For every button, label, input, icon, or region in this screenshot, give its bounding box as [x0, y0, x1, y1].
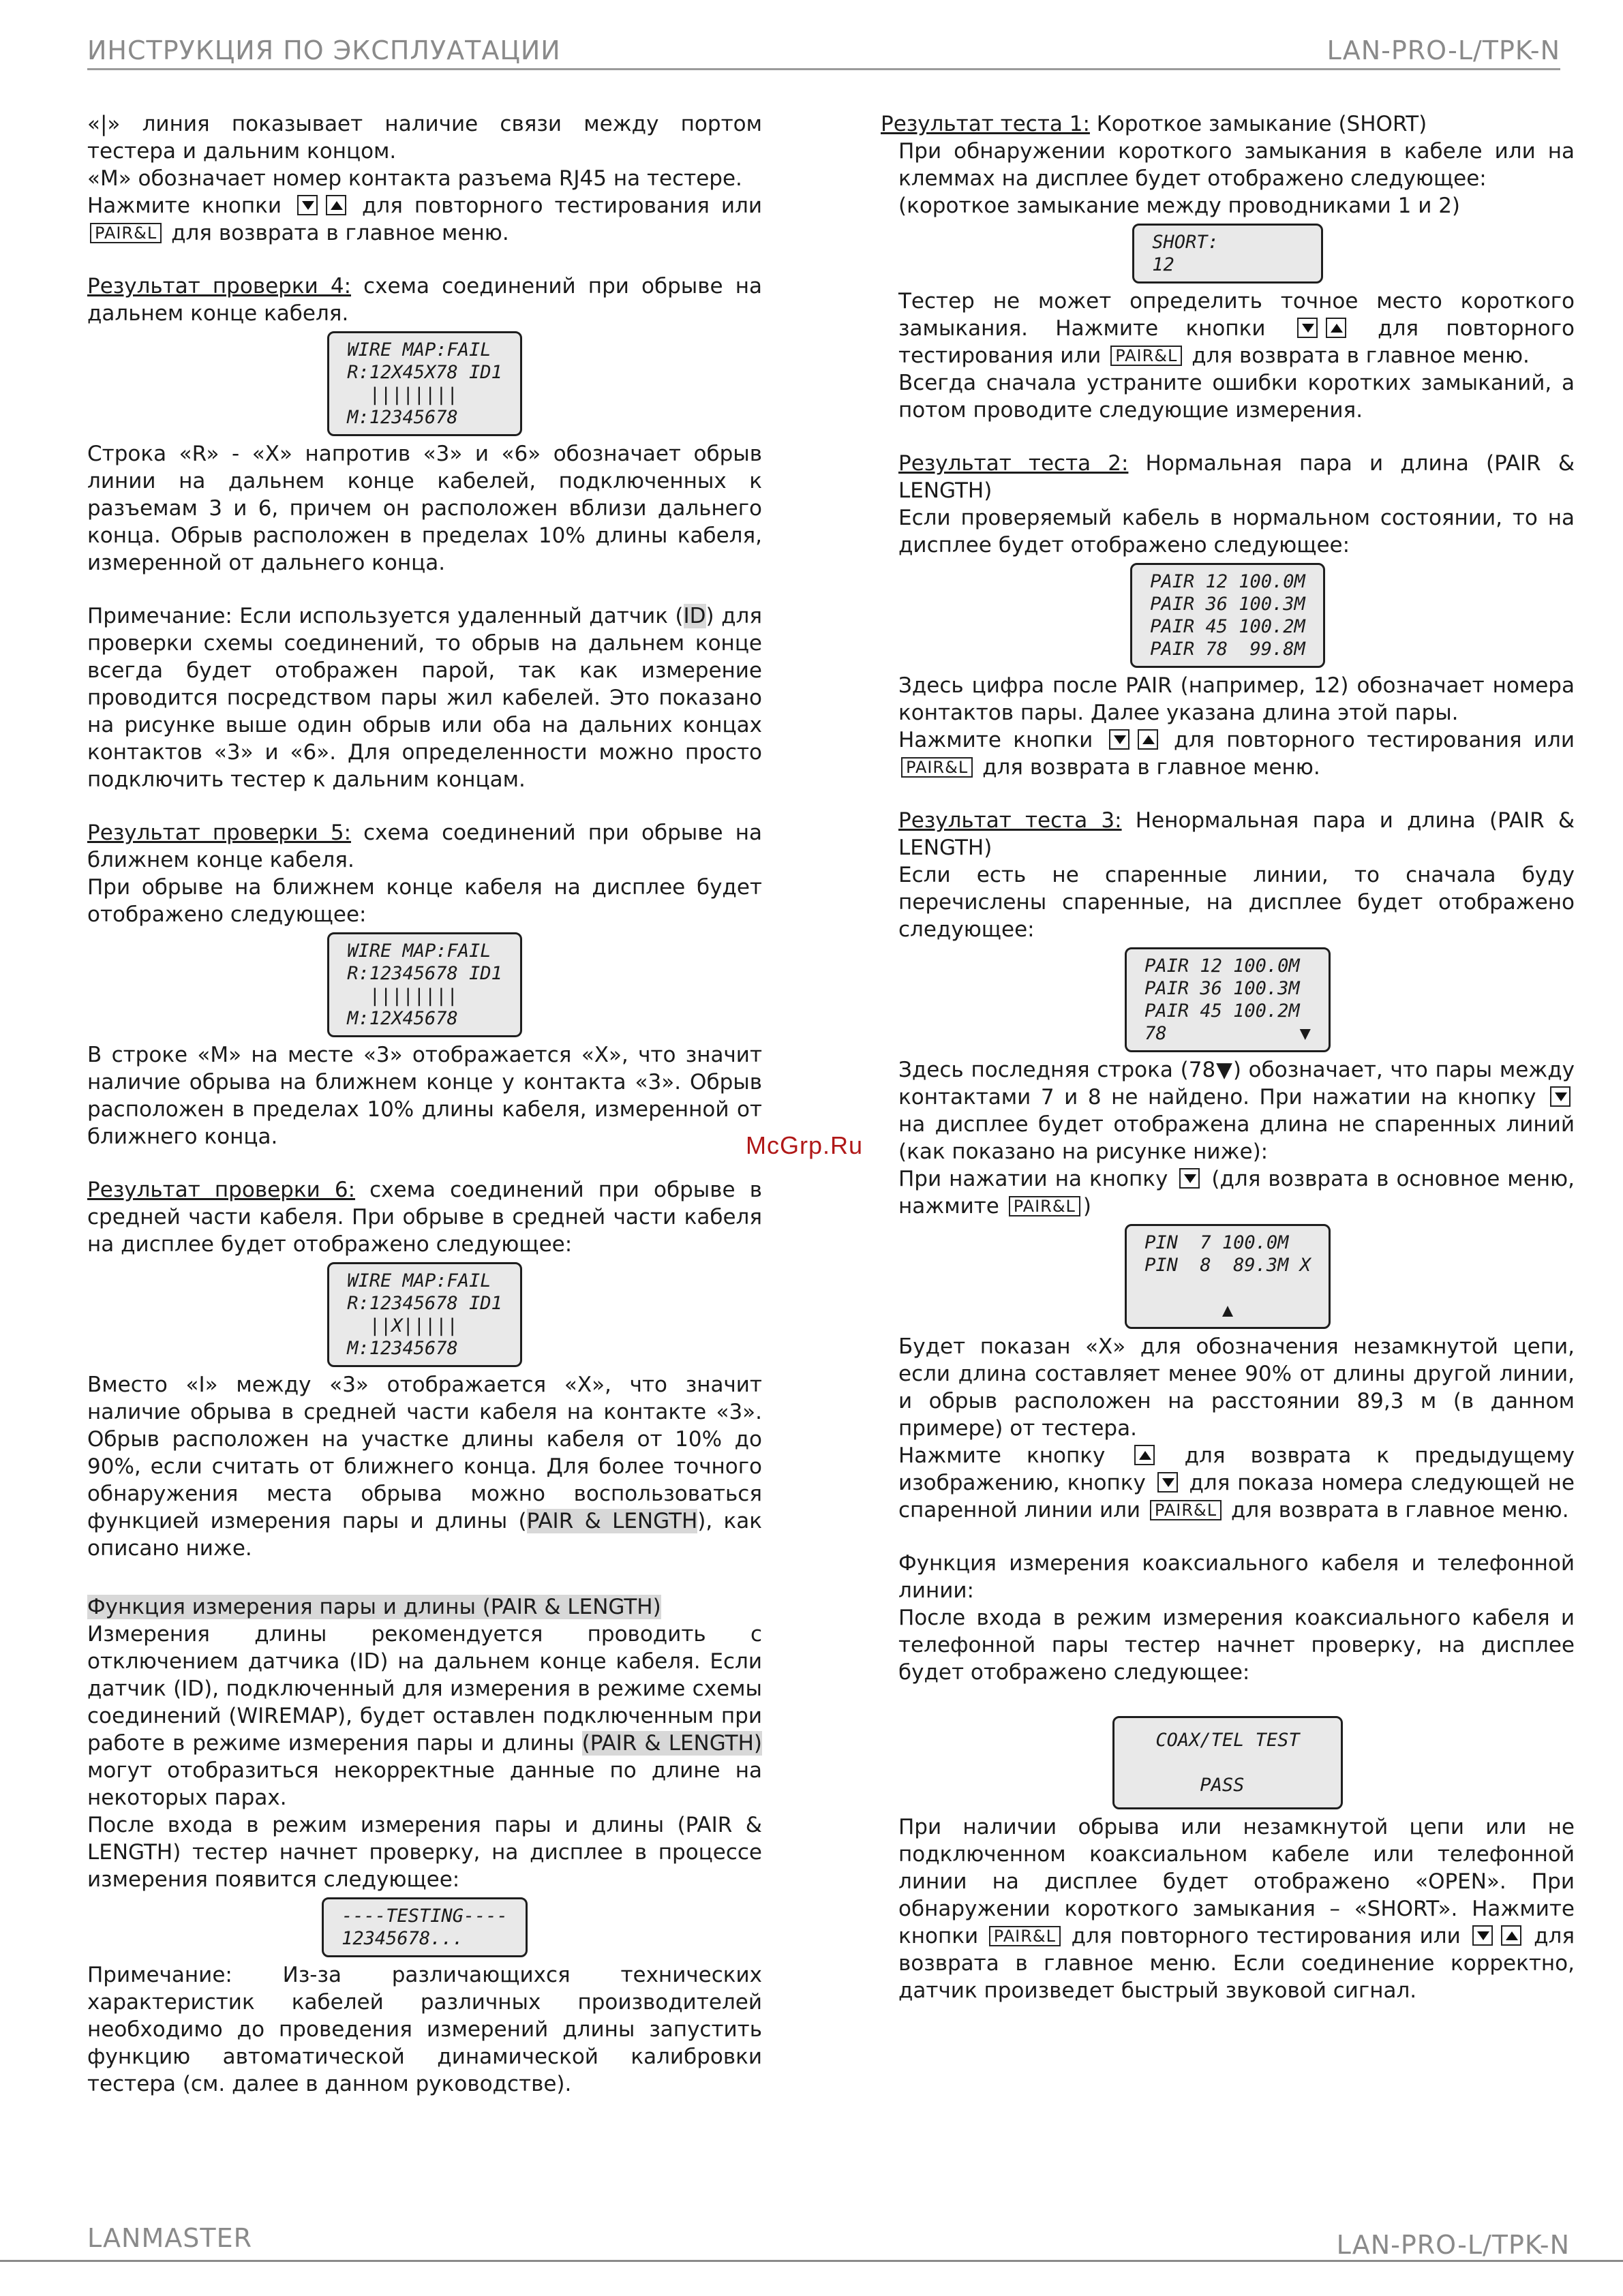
- func-desc-1: [87, 1621, 762, 1811]
- header-title: ИНСТРУКЦИЯ ПО ЭКСПЛУАТАЦИИ: [87, 35, 561, 65]
- coax-desc: После входа в режим измерения коаксиального кабеля и телефонной пары тестер начнет проверку, на дисплее будет отображено следующее:: [898, 1606, 1575, 1685]
- test-3-text: При нажатии на кнопку: [898, 1167, 1168, 1191]
- result-4-text: схема соединений при обрыве на дальнем конце кабеля.: [87, 274, 762, 326]
- test-1-title: Результат теста 1:: [881, 112, 1090, 136]
- func-desc-2: После входа в режим измерения пары и длины (PAIR & LENGTH) тестер начнет проверку, на дисплее в процессе измерения появится следующее:: [87, 1813, 762, 1892]
- test-3-text: на дисплее будет отображена длина не спаренных линий (как показано на рисунке ниже):: [898, 1112, 1575, 1164]
- intro-text: для возврата в главное меню.: [171, 221, 509, 245]
- up-key-icon: [326, 195, 346, 215]
- test-3-text: Здесь последняя строка (78▼) обозначает, что пары между контактами 7 и 8 не найдено. При нажатии на кнопку: [898, 1058, 1575, 1109]
- intro-line-1: «|» линия показывает наличие связи между портом тестера и дальним концом.: [87, 112, 762, 164]
- up-key-icon: [1501, 1925, 1521, 1946]
- intro-line-3: [87, 192, 762, 247]
- right-column: [881, 110, 1575, 2004]
- pairl-key-icon: PAIR&L: [1110, 346, 1182, 366]
- note-text: Примечание: Если используется удаленный датчик (: [87, 604, 684, 628]
- result-6: [87, 1176, 762, 1258]
- result-6-text: схема соединений при обрыве в средней части кабеля. При обрыве в средней части кабеля на дисплее будет отображено следующее:: [87, 1178, 762, 1257]
- result-6-desc: [87, 1371, 762, 1562]
- result-5: [87, 819, 762, 874]
- lcd-coax-test: COAX/TEL TEST PASS: [1112, 1716, 1342, 1809]
- intro-text: Нажмите кнопки: [87, 194, 282, 218]
- test-3-title: Результат теста 3:: [898, 808, 1122, 833]
- test-2: [898, 450, 1575, 504]
- pairl-key-icon: PAIR&L: [989, 1926, 1061, 1946]
- lcd-short: SHORT: 12: [1132, 224, 1323, 284]
- down-key-icon: [1550, 1086, 1571, 1107]
- lcd-pair-normal: PAIR 12 100.0M PAIR 36 100.3M PAIR 45 100.2M PAIR 78 99.8M: [1130, 563, 1325, 668]
- pairl-key-icon: PAIR&L: [1150, 1500, 1222, 1520]
- test-2-text: Нажмите кнопки: [898, 728, 1093, 752]
- note-2: Примечание: Из-за различающихся технических характеристик кабелей различных производителей необходимо до проведения измерений длины запустить функцию автоматической динамической калибровки тестера (см. далее в данном руководстве).: [87, 1963, 762, 2096]
- up-key-icon: [1134, 1445, 1155, 1465]
- test-3-text: Ненормальная пара и длина (PAIR & LENGTH): [898, 808, 1575, 860]
- intro-text: для повторного тестирования или: [361, 194, 762, 218]
- test-3-text: (для возврата в основное меню, нажмите: [898, 1167, 1575, 1219]
- result-5-text: схема соединений при обрыве на ближнем конце кабеля.: [87, 821, 762, 872]
- result-4-desc: Строка «R» - «X» напротив «3» и «6» обозначает обрыв линии на дальнем конце кабелей, подключенных к разъемам 3 и 6, причем он расположен вблизи дальнего конца. Обрыв расположен в пределах 10% длины кабеля, измеренной от дальнего конца.: [87, 442, 762, 575]
- intro-line-2: «M» обозначает номер контакта разъема RJ45 на тестере.: [87, 166, 742, 191]
- pair-length-highlight: PAIR & LENGTH: [526, 1509, 698, 1533]
- header-model: LAN-PRO-L/TPK-N: [1326, 35, 1560, 65]
- result-6-desc-text: ), как описано ниже.: [87, 1509, 762, 1561]
- test-1-paren: (короткое замыкание между проводниками 1 и 2): [898, 194, 1461, 218]
- result-4: [87, 273, 762, 327]
- test-3-desc-3: [898, 1165, 1575, 1220]
- down-key-icon: [1109, 729, 1129, 750]
- footer-model: LAN-PRO-L/TPK-N: [1336, 2230, 1570, 2260]
- lcd-wiremap-near-break: WIRE MAP:FAIL R:12345678 ID1 |||||||| M:12X45678: [327, 932, 522, 1037]
- result-6-desc-text: Вместо «I» между «3» отображается «X», что значит наличие обрыва в средней части кабеля на контакте «3». Обрыв расположен на участке длины кабеля от 10% до 90%, если считать от ближнего конца. Для более точного обнаружения места обрыва можно воспользоваться функцией измерения пары и длины (: [87, 1373, 762, 1533]
- pairl-key-icon: PAIR&L: [1009, 1196, 1080, 1216]
- coax-text: При наличии обрыва или незамкнутой цепи или не подключенном коаксиальном кабеле или телефонной линии на дисплее будет отображено «OPEN». При обнаружении короткого замыкания – «SHORT». Нажмите кнопки: [898, 1815, 1575, 1948]
- down-key-icon: [1179, 1168, 1200, 1189]
- coax-text: для повторного тестирования или: [1071, 1924, 1461, 1948]
- result-5-desc-2: В строке «M» на месте «3» отображается «X», что значит наличие обрыва на ближнем конце у контакта «3». Обрыв расположен в пределах 10% длины кабеля, измеренной от ближнего конца.: [87, 1043, 762, 1149]
- pair-length-highlight: (PAIR & LENGTH): [581, 1731, 762, 1756]
- func-title: [87, 1593, 762, 1621]
- test-1: [881, 110, 1575, 138]
- footer-divider: [0, 2260, 1623, 2262]
- header-divider: [87, 68, 1560, 70]
- note-text: ) для проверки схемы соединений, то обрыв на дальнем конце всегда будет отображен парой, так как измерение проводится посредством пары жил кабелей. Это показано на рисунке выше один обрыв или оба на дальних концах контактов «3» и «6». Для определенности можно просто подключить тестер к дальним концам.: [87, 604, 762, 792]
- lcd-pair-abnormal: PAIR 12 100.0M PAIR 36 100.3M PAIR 45 100.2M 78 ▼: [1125, 947, 1331, 1052]
- down-key-icon: [1157, 1472, 1178, 1493]
- watermark: McGrp.Ru: [746, 1131, 864, 1159]
- result-5-desc-1: При обрыве на ближнем конце кабеля на дисплее будет отображено следующее:: [87, 875, 762, 927]
- down-key-icon: [1472, 1925, 1493, 1946]
- result-4-title: Результат проверки 4:: [87, 274, 352, 299]
- test-2-text: Нормальная пара и длина (PAIR & LENGTH): [898, 451, 1575, 503]
- test-2-text: для повторного тестирования или: [1173, 728, 1575, 752]
- test-3-desc-2: [898, 1056, 1575, 1165]
- lcd-testing: ----TESTING---- 12345678...: [322, 1897, 528, 1957]
- test-1-text: Короткое замыкание (SHORT): [1089, 112, 1427, 136]
- test-1-desc: При обнаружении короткого замыкания в кабеле или на клеммах на дисплее будет отображено следующее:: [898, 139, 1575, 191]
- test-2-text: для возврата в главное меню.: [982, 755, 1320, 780]
- id-highlight: ID: [683, 604, 706, 628]
- test-3-desc-4: Будет показан «X» для обозначения незамкнутой цепи, если длина составляет менее 90% от длины другой линии, и обрыв расположен на расстоянии 89,3 м (в данном примере) от тестера.: [898, 1334, 1575, 1441]
- up-key-icon: [1138, 729, 1158, 750]
- result-6-title: Результат проверки 6:: [87, 1178, 356, 1202]
- test-1-text: для повторного тестирования или: [898, 316, 1575, 368]
- func-title-text: Функция измерения пары и длины (PAIR & LENGTH): [87, 1595, 661, 1619]
- test-3-text: для возврата к предыдущему изображению, кнопку: [898, 1443, 1575, 1495]
- test-3-desc-5: [898, 1442, 1575, 1524]
- lcd-wiremap-mid-break: WIRE MAP:FAIL R:12345678 ID1 ||X||||| M:12345678: [327, 1262, 522, 1367]
- test-3: [898, 807, 1575, 861]
- down-key-icon: [297, 195, 318, 215]
- func-text: могут отобразиться некорректные данные по длине на некоторых парах.: [87, 1758, 762, 1810]
- test-3-text: для возврата в главное меню.: [1230, 1498, 1569, 1522]
- footer-brand: LANMASTER: [87, 2223, 252, 2253]
- test-1-text: Тестер не может определить точное место короткого замыкания. Нажмите кнопки: [898, 289, 1575, 341]
- test-2-desc: Если проверяемый кабель в нормальном состоянии, то на дисплее будет отображено следующее:: [898, 506, 1575, 557]
- test-1-desc-3: Всегда сначала устраните ошибки коротких замыканий, а потом проводите следующие измерения.: [898, 371, 1575, 423]
- pairl-key-icon: PAIR&L: [901, 757, 973, 778]
- pairl-key-icon: PAIR&L: [90, 223, 162, 243]
- test-1-desc-2: [898, 288, 1575, 369]
- test-3-desc: Если есть не спаренные линии, то сначала буду перечислены спаренные, на дисплее будет отображено следующее:: [898, 863, 1575, 942]
- func-text: Измерения длины рекомендуется проводить с отключением датчика (ID) на дальнем конце кабеля. Если датчик (ID), подключенный для измерения в режиме схемы соединений (WIREMAP), будет оставлен подключенным при работе в режиме измерения пары и длины: [87, 1622, 762, 1756]
- coax-title: Функция измерения коаксиального кабеля и телефонной линии:: [898, 1551, 1575, 1603]
- test-3-text: ): [1082, 1194, 1092, 1219]
- left-column: [87, 110, 762, 2098]
- result-5-title: Результат проверки 5:: [87, 821, 352, 845]
- test-2-desc-2: Здесь цифра после PAIR (например, 12) обозначает номера контактов пары. Далее указана длина этой пары.: [898, 673, 1575, 725]
- note-1: [87, 602, 762, 793]
- test-2-title: Результат теста 2:: [898, 451, 1129, 476]
- coax-text: для возврата в главное меню. Если соединение корректно, датчик произведет быстрый звуковой сигнал.: [898, 1924, 1575, 2003]
- test-3-text: для показа номера следующей не спаренной линии или: [898, 1471, 1575, 1522]
- down-key-icon: [1297, 318, 1318, 338]
- up-key-icon: [1326, 318, 1346, 338]
- test-2-desc-3: [898, 726, 1575, 781]
- test-3-text: Нажмите кнопку: [898, 1443, 1106, 1468]
- lcd-wiremap-far-break: WIRE MAP:FAIL R:12X45X78 ID1 |||||||| M:12345678: [327, 331, 522, 436]
- coax-desc-2: [898, 1813, 1575, 2004]
- lcd-pin-length: PIN 7 100.0M PIN 8 89.3M X ▲: [1125, 1224, 1331, 1329]
- test-1-text: для возврата в главное меню.: [1192, 343, 1530, 368]
